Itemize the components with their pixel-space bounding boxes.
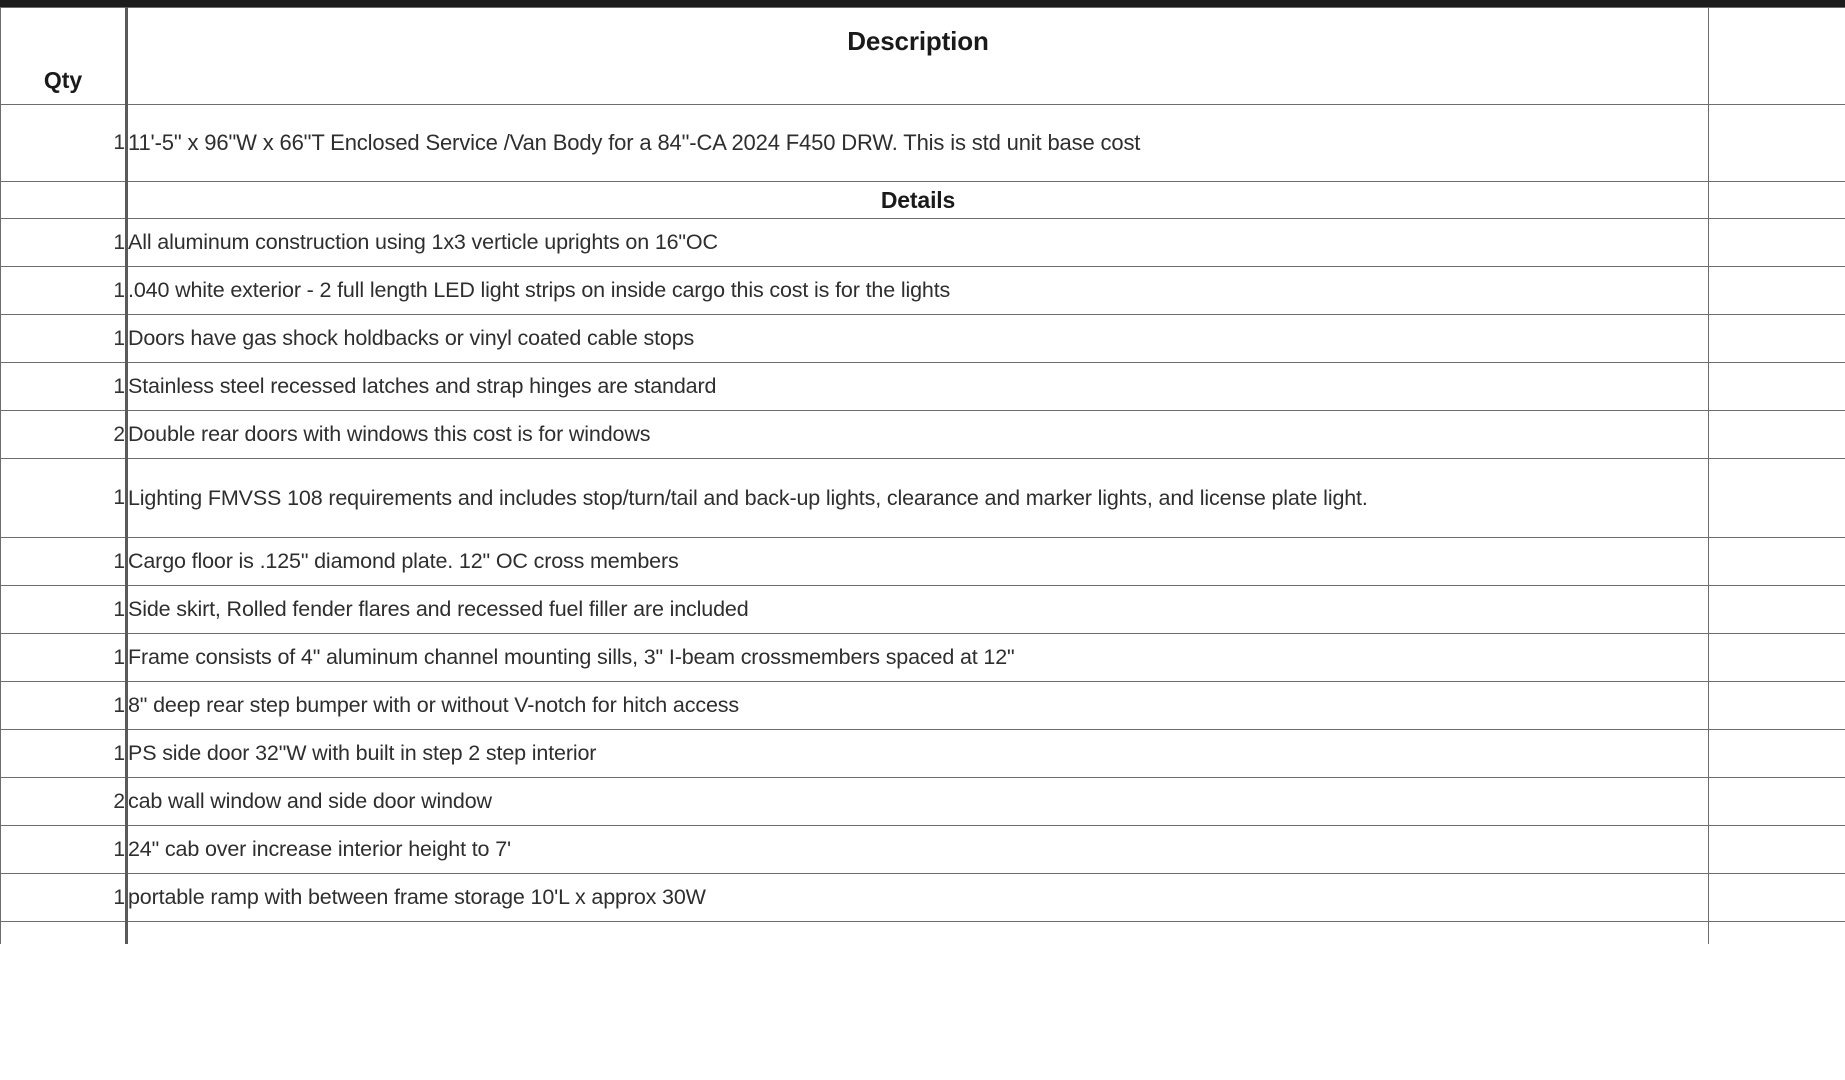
- row-qty: 1: [1, 459, 127, 538]
- column-header-description: [127, 8, 1709, 105]
- column-header-qty-label: Qty: [43, 67, 83, 93]
- row-extra: [1709, 459, 1845, 538]
- table-row: [1, 538, 1845, 586]
- table-row: [1, 363, 1845, 411]
- row-description: cab wall window and side door window: [127, 778, 1709, 826]
- row-qty: 1: [1, 874, 127, 922]
- table-row: [1, 682, 1845, 730]
- line-item-table: [0, 7, 1845, 944]
- row-description: Stainless steel recessed latches and strap hinges are standard: [127, 363, 1709, 411]
- table-row: [1, 411, 1845, 459]
- column-header-extra: [1709, 8, 1845, 105]
- row-qty: 1: [1, 363, 127, 411]
- details-section-label: Details: [880, 186, 956, 213]
- column-header-qty: [1, 8, 127, 105]
- table-row: [1, 778, 1845, 826]
- row-extra: [1709, 778, 1845, 826]
- row-description: Side skirt, Rolled fender flares and recessed fuel filler are included: [127, 586, 1709, 634]
- row-qty: 1: [1, 538, 127, 586]
- row-qty: 1: [1, 586, 127, 634]
- row-qty: 1: [1, 634, 127, 682]
- row-extra: [1709, 411, 1845, 459]
- row-extra: [1709, 586, 1845, 634]
- row-qty: [1, 922, 127, 945]
- row-extra: [1709, 538, 1845, 586]
- row-extra: [1709, 922, 1845, 945]
- row-description: 24" cab over increase interior height to 7': [127, 826, 1709, 874]
- row-description: Doors have gas shock holdbacks or vinyl coated cable stops: [127, 315, 1709, 363]
- row-qty: 1: [1, 826, 127, 874]
- row-extra: [1709, 315, 1845, 363]
- row-extra: [1709, 874, 1845, 922]
- row-description: Lighting FMVSS 108 requirements and includes stop/turn/tail and back-up lights, clearance and marker lights, and license plate light.: [127, 459, 1709, 538]
- row-extra: [1709, 267, 1845, 315]
- row-qty: 1: [1, 682, 127, 730]
- row-description: Double rear doors with windows this cost is for windows: [127, 411, 1709, 459]
- row-qty: 1: [1, 267, 127, 315]
- details-section-header: [127, 182, 1709, 219]
- details-section-qty: [1, 182, 127, 219]
- table-row: [1, 219, 1845, 267]
- row-description: 8" deep rear step bumper with or without V-notch for hitch access: [127, 682, 1709, 730]
- base-item-extra: [1709, 105, 1845, 182]
- row-extra: [1709, 730, 1845, 778]
- details-section-extra: [1709, 182, 1845, 219]
- table-header-row: [1, 8, 1845, 105]
- row-description: Cargo floor is .125" diamond plate. 12" OC cross members: [127, 538, 1709, 586]
- base-item-description: 11'-5" x 96"W x 66"T Enclosed Service /Van Body for a 84"-CA 2024 F450 DRW. This is std unit base cost: [127, 105, 1709, 182]
- quote-sheet: [0, 7, 1845, 944]
- row-description: PS side door 32"W with built in step 2 step interior: [127, 730, 1709, 778]
- row-qty: 1: [1, 730, 127, 778]
- column-header-description-label: Description: [847, 26, 989, 56]
- row-desc: [127, 922, 1709, 945]
- table-row: [1, 267, 1845, 315]
- base-item-qty: 1: [1, 105, 127, 182]
- row-extra: [1709, 363, 1845, 411]
- table-row: [1, 826, 1845, 874]
- row-description: portable ramp with between frame storage 10'L x approx 30W: [127, 874, 1709, 922]
- row-qty: 1: [1, 219, 127, 267]
- table-row: [1, 634, 1845, 682]
- table-row: [1, 586, 1845, 634]
- base-item-row: [1, 105, 1845, 182]
- table-row: [1, 730, 1845, 778]
- row-description: Frame consists of 4" aluminum channel mounting sills, 3" I-beam crossmembers spaced at 12": [127, 634, 1709, 682]
- table-row: [1, 315, 1845, 363]
- details-section-row: [1, 182, 1845, 219]
- row-extra: [1709, 826, 1845, 874]
- row-description: .040 white exterior - 2 full length LED light strips on inside cargo this cost is for the lights: [127, 267, 1709, 315]
- row-extra: [1709, 219, 1845, 267]
- row-extra: [1709, 682, 1845, 730]
- table-row-clipped: [1, 922, 1845, 945]
- row-qty: 2: [1, 411, 127, 459]
- row-qty: 1: [1, 315, 127, 363]
- table-row: [1, 459, 1845, 538]
- table-row: [1, 874, 1845, 922]
- row-extra: [1709, 634, 1845, 682]
- row-description: All aluminum construction using 1x3 verticle uprights on 16"OC: [127, 219, 1709, 267]
- row-qty: 2: [1, 778, 127, 826]
- scan-top-edge: [0, 0, 1845, 7]
